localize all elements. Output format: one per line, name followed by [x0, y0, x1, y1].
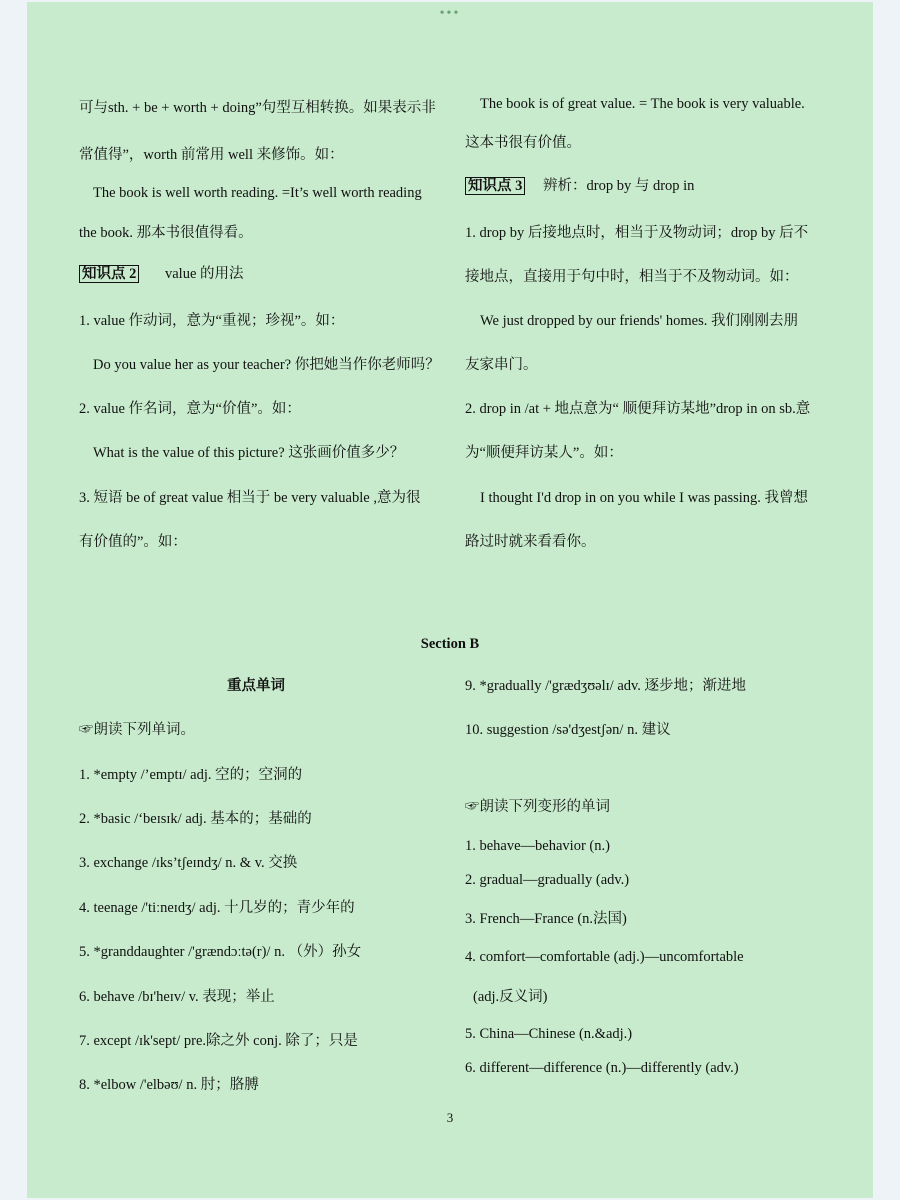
vocab-item: 4. teenage /'tiːneɪdʒ/ adj. 十几岁的；青少年的 — [79, 900, 355, 916]
knowledge-point-label: 知识点 3 — [465, 177, 525, 195]
vocab-item: 10. suggestion /sə'dʒestʃən/ n. 建议 — [465, 722, 671, 738]
text-line: 2. value 作名词，意为“价值”。如： — [79, 401, 301, 417]
knowledge-point-label: 知识点 2 — [79, 265, 139, 283]
example-sentence: I thought I'd drop in on you while I was passing. 我曾想 — [480, 490, 809, 506]
text-line: 路过时就来看看你。 — [465, 534, 596, 550]
word-form-item: (adj.反义词) — [473, 989, 548, 1005]
vocab-item: 9. *gradually /'grædʒʊəlɪ/ adv. 逐步地；渐进地 — [465, 678, 747, 694]
text-line: 可与sth. + be + worth + doing”句型互相转换。如果表示非 — [79, 100, 436, 116]
knowledge-point-title: value 的用法 — [165, 266, 244, 282]
vocab-item: 7. except /ɪk'sept/ pre.除之外 conj. 除了；只是 — [79, 1033, 358, 1049]
text-line: 这本书很有价值。 — [465, 135, 581, 151]
knowledge-point-3-heading — [465, 176, 694, 196]
vocab-item: 3. exchange /ɪks’tʃeɪndʒ/ n. & v. 交换 — [79, 855, 298, 871]
example-sentence: Do you value her as your teacher? 你把她当作你老师吗？ — [93, 357, 440, 373]
word-form-item: 6. different—difference (n.)—differently (adv.) — [465, 1060, 739, 1076]
word-form-item: 3. French—France (n.法国) — [465, 911, 627, 927]
vocab-heading: 重点单词 — [227, 678, 285, 694]
text-line: 为“顺便拜访某人”。如： — [465, 445, 623, 461]
vocab-item: 2. *basic /‘beɪsɪk/ adj. 基本的；基础的 — [79, 811, 312, 827]
text-line: 2. drop in /at + 地点意为“ 顺便拜访某地”drop in on sb.意 — [465, 401, 811, 417]
knowledge-point-title: 辨析：drop by 与 drop in — [543, 178, 695, 194]
example-sentence: The book is well worth reading. =It’s well worth reading — [93, 185, 422, 201]
read-words-instruction: ☞朗读下列单词。 — [79, 722, 195, 738]
word-form-item: 1. behave—behavior (n.) — [465, 838, 610, 854]
example-sentence: The book is of great value. = The book is very valuable. — [480, 96, 805, 112]
vocab-item: 6. behave /bɪ'heɪv/ v. 表现；举止 — [79, 989, 275, 1005]
text-line: 友家串门。 — [465, 357, 538, 373]
knowledge-point-2-heading — [79, 264, 244, 284]
example-sentence: What is the value of this picture? 这张画价值多少？ — [93, 445, 405, 461]
text-line: 有价值的”。如： — [79, 534, 187, 550]
text-line: 3. 短语 be of great value 相当于 be very valuable ,意为很 — [79, 490, 421, 506]
vocab-item: 8. *elbow /'elbəʊ/ n. 肘；胳膊 — [79, 1077, 259, 1093]
page-number: 3 — [446, 1110, 454, 1125]
document-page — [27, 2, 873, 1198]
text-line: the book. 那本书很值得看。 — [79, 225, 253, 241]
read-forms-instruction: ☞朗读下列变形的单词 — [465, 799, 610, 815]
vocab-item: 1. *empty /’emptɪ/ adj. 空的；空洞的 — [79, 767, 303, 783]
text-line: 接地点，直接用于句中时，相当于不及物动词。如： — [465, 269, 799, 285]
more-options-icon[interactable]: ••• — [439, 6, 461, 21]
text-line: 1. drop by 后接地点时，相当于及物动词；drop by 后不 — [465, 225, 809, 241]
vocab-item: 5. *granddaughter /'grændɔːtə(r)/ n. （外）孙女 — [79, 944, 362, 960]
word-form-item: 2. gradual—gradually (adv.) — [465, 872, 630, 888]
word-form-item: 4. comfort—comfortable (adj.)—uncomfortable — [465, 949, 744, 965]
word-form-item: 5. China—Chinese (n.&adj.) — [465, 1026, 633, 1042]
text-line: 常值得”，worth 前常用 well 来修饰。如： — [79, 147, 344, 163]
section-title: Section B — [420, 636, 480, 652]
example-sentence: We just dropped by our friends' homes. 我们刚刚去朋 — [480, 313, 798, 329]
text-line: 1. value 作动词，意为“重视；珍视”。如： — [79, 313, 345, 329]
